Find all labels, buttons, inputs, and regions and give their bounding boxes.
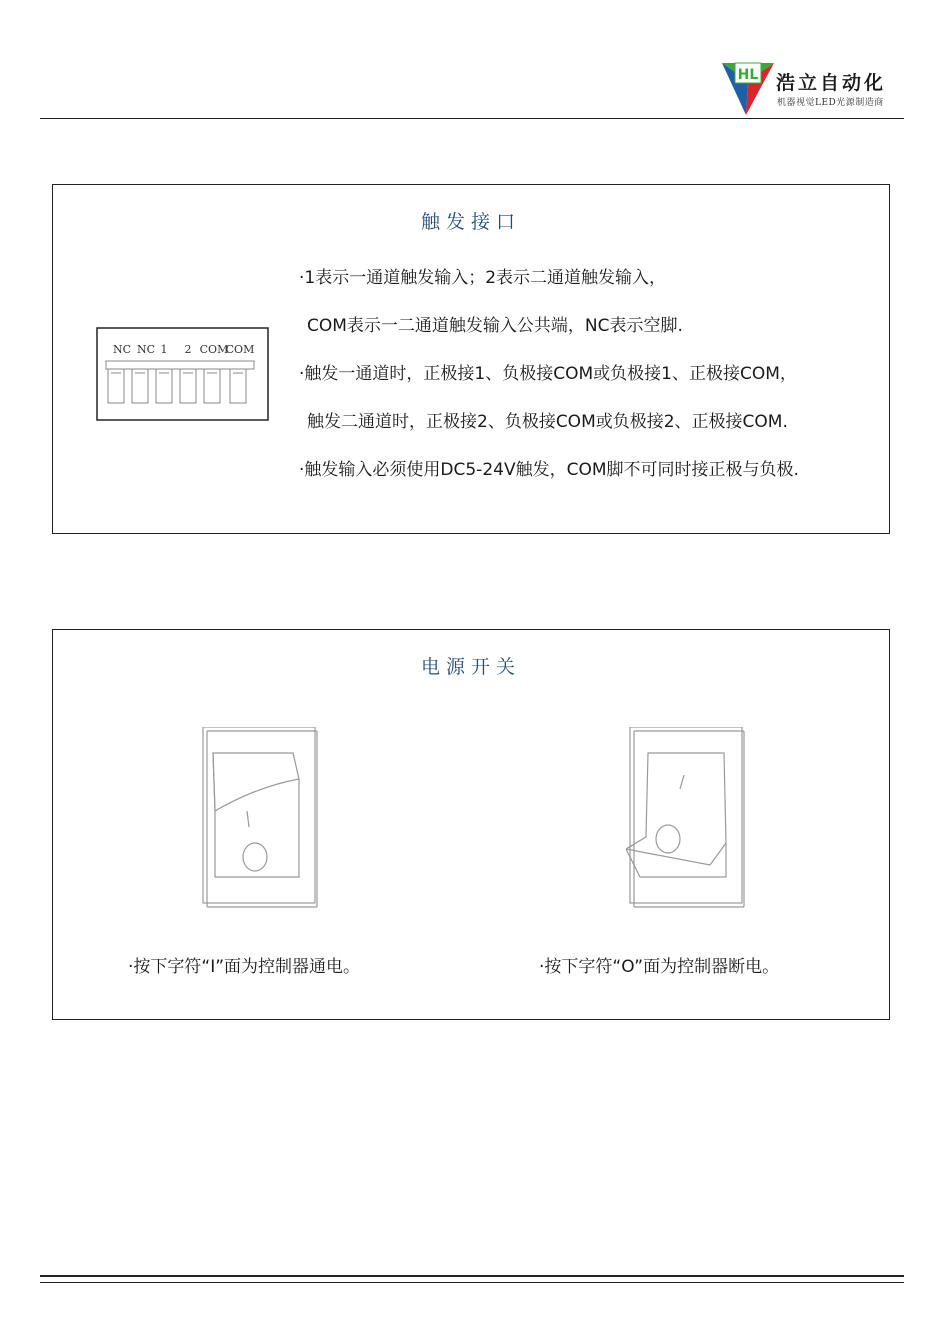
switch-on-caption: ·按下字符“I”面为控制器通电。	[128, 957, 361, 977]
logo-letters: HL	[737, 67, 759, 83]
pin-label: 2	[184, 343, 192, 356]
pin-label: 1	[160, 343, 168, 356]
trigger-instruction-line: ·1表示一通道触发输入；2表示二通道触发输入，	[299, 268, 667, 288]
pin-label: COM	[199, 343, 229, 356]
pin-label: COM	[225, 343, 255, 356]
trigger-section-title: 触发接口	[420, 211, 521, 233]
brand-name: 浩立自动化	[776, 72, 887, 94]
hl-logo-icon	[722, 59, 774, 117]
trigger-instruction-line: COM表示一二通道触发输入公共端，NC表示空脚.	[307, 316, 683, 336]
rocker-switch-on-illustration	[201, 727, 321, 917]
trigger-instruction-line: 触发二通道时，正极接2、负极接COM或负极接2、正极接COM.	[307, 412, 788, 432]
pin-label: NC	[112, 343, 132, 356]
power-section-title: 电源开关	[420, 656, 521, 678]
trigger-instruction-line: ·触发一通道时，正极接1、负极接COM或负极接1、正极接COM，	[299, 364, 797, 384]
terminal-connector-diagram	[96, 327, 269, 421]
brand-tagline: 机器视觉LED光源制造商	[777, 98, 884, 108]
header-divider	[40, 118, 904, 119]
trigger-interface-panel	[52, 184, 890, 534]
brand-logo	[722, 55, 912, 117]
footer-divider	[40, 1282, 904, 1283]
power-switch-panel	[52, 629, 890, 1020]
footer-divider	[40, 1275, 904, 1277]
rocker-switch-off-illustration	[626, 727, 746, 917]
pin-label: NC	[136, 343, 156, 356]
trigger-instruction-line: ·触发输入必须使用DC5-24V触发，COM脚不可同时接正极与负极.	[299, 460, 799, 480]
switch-off-caption: ·按下字符“O”面为控制器断电。	[539, 957, 780, 977]
